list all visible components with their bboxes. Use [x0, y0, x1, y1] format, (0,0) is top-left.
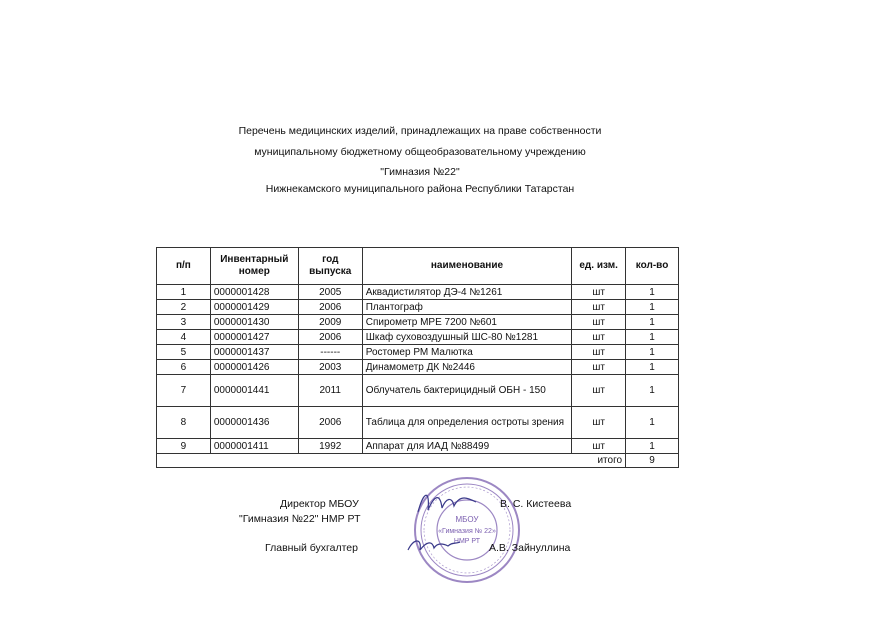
cell-year: 2011	[298, 375, 362, 407]
header-number: п/п	[157, 248, 211, 285]
cell-inventory: 0000001427	[210, 330, 298, 345]
cell-year: 2005	[298, 285, 362, 300]
cell-unit: шт	[572, 315, 626, 330]
table-header-row	[157, 248, 679, 285]
cell-inventory: 0000001426	[210, 360, 298, 375]
cell-unit: шт	[572, 285, 626, 300]
cell-inventory: 0000001437	[210, 345, 298, 360]
accountant-title: Главный бухгалтер	[265, 542, 358, 554]
cell-unit: шт	[572, 375, 626, 407]
cell-number: 4	[157, 330, 211, 345]
cell-name: Аквадистилятор ДЭ-4 №1261	[362, 285, 571, 300]
cell-number: 3	[157, 315, 211, 330]
total-value: 9	[626, 454, 679, 468]
cell-inventory: 0000001436	[210, 407, 298, 439]
cell-name: Шкаф суховоздушный ШС-80 №1281	[362, 330, 571, 345]
cell-inventory: 0000001441	[210, 375, 298, 407]
inventory-table	[156, 247, 679, 468]
cell-number: 1	[157, 285, 211, 300]
cell-qty: 1	[626, 407, 679, 439]
table-row	[157, 300, 679, 315]
cell-inventory: 0000001429	[210, 300, 298, 315]
cell-year: 2006	[298, 407, 362, 439]
total-label: итого	[157, 454, 626, 468]
total-row	[157, 454, 679, 468]
cell-unit: шт	[572, 300, 626, 315]
director-name: В. С. Кистеева	[500, 498, 572, 510]
cell-unit: шт	[572, 330, 626, 345]
title-line-4: Нижнекамского муниципального района Республики Татарстан	[265, 183, 575, 195]
table-row	[157, 345, 679, 360]
cell-number: 5	[157, 345, 211, 360]
cell-unit: шт	[572, 345, 626, 360]
cell-name: Таблица для определения остроты зрения	[362, 407, 571, 439]
cell-qty: 1	[626, 375, 679, 407]
table-row	[157, 439, 679, 454]
cell-qty: 1	[626, 330, 679, 345]
cell-number: 2	[157, 300, 211, 315]
table-row	[157, 375, 679, 407]
header-quantity: кол-во	[626, 248, 679, 285]
cell-year: 2006	[298, 330, 362, 345]
cell-name: Ростомер РМ Малютка	[362, 345, 571, 360]
cell-number: 9	[157, 439, 211, 454]
cell-year: 2009	[298, 315, 362, 330]
cell-qty: 1	[626, 360, 679, 375]
cell-qty: 1	[626, 285, 679, 300]
table-row	[157, 285, 679, 300]
cell-inventory: 0000001411	[210, 439, 298, 454]
director-signature	[414, 486, 484, 518]
cell-name: Плантограф	[362, 300, 571, 315]
cell-year: ------	[298, 345, 362, 360]
cell-unit: шт	[572, 439, 626, 454]
cell-unit: шт	[572, 360, 626, 375]
cell-number: 6	[157, 360, 211, 375]
cell-qty: 1	[626, 315, 679, 330]
title-line-2: муниципальному бюджетному общеобразовательному учреждению	[254, 146, 586, 158]
accountant-name: А.В. Зайнуллина	[489, 542, 571, 554]
cell-name: Облучатель бактерицидный ОБН - 150	[362, 375, 571, 407]
cell-name: Динамометр ДК №2446	[362, 360, 571, 375]
header-unit: ед. изм.	[572, 248, 626, 285]
director-title-2: "Гимназия №22" НМР РТ	[239, 513, 361, 525]
stamp-line-2: «Гимназия № 22»	[438, 528, 496, 535]
header-year: год выпуска	[298, 248, 362, 285]
stamp-line-3: НМР РТ	[453, 538, 481, 545]
cell-inventory: 0000001430	[210, 315, 298, 330]
cell-qty: 1	[626, 345, 679, 360]
cell-unit: шт	[572, 407, 626, 439]
cell-year: 1992	[298, 439, 362, 454]
title-line-1: Перечень медицинских изделий, принадлежащих на праве собственности	[238, 125, 602, 137]
cell-inventory: 0000001428	[210, 285, 298, 300]
table-row	[157, 330, 679, 345]
stamp-line-1: МБОУ	[455, 515, 479, 524]
cell-year: 2003	[298, 360, 362, 375]
header-inventory-number: Инвентарный номер	[210, 248, 298, 285]
accountant-signature	[404, 532, 464, 558]
cell-number: 7	[157, 375, 211, 407]
title-line-3: "Гимназия №22"	[380, 166, 460, 178]
table-row	[157, 407, 679, 439]
cell-name: Спирометр МРЕ 7200 №601	[362, 315, 571, 330]
header-name: наименование	[362, 248, 571, 285]
cell-number: 8	[157, 407, 211, 439]
director-title-1: Директор МБОУ	[280, 498, 359, 510]
table-row	[157, 315, 679, 330]
cell-year: 2006	[298, 300, 362, 315]
cell-qty: 1	[626, 300, 679, 315]
cell-name: Аппарат для ИАД №88499	[362, 439, 571, 454]
table-row	[157, 360, 679, 375]
cell-qty: 1	[626, 439, 679, 454]
